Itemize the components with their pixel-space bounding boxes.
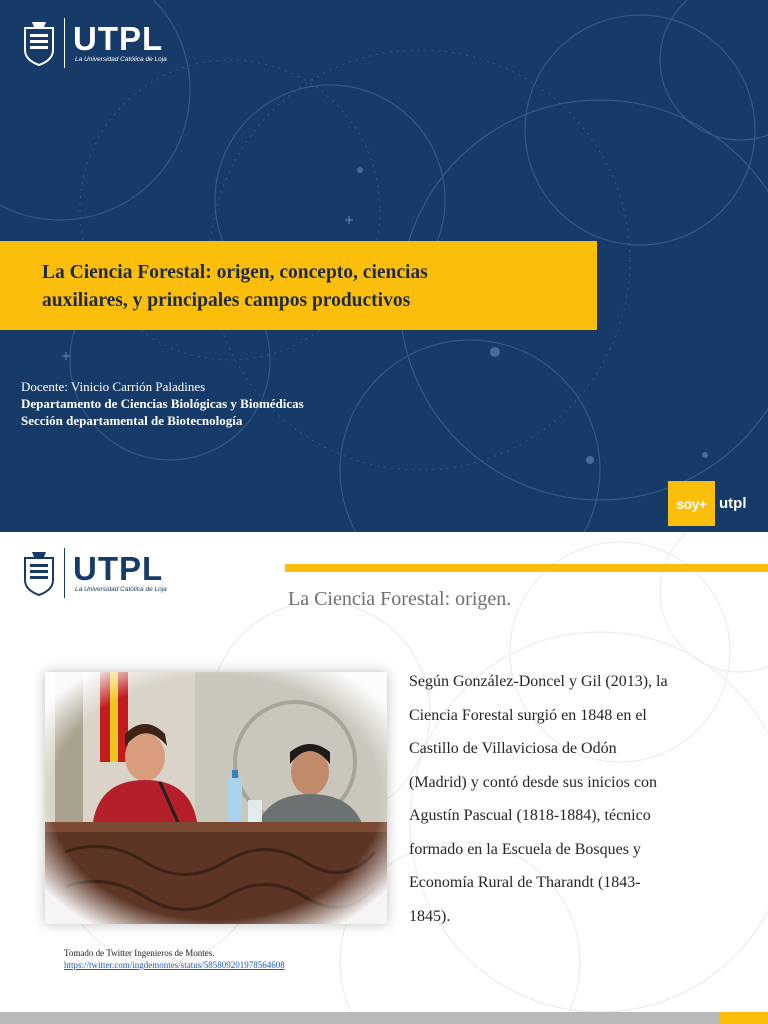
body-line-2: Ciencia Forestal surgió en 1848 en el [409, 706, 647, 724]
soy-utpl-badge [668, 481, 768, 526]
docente-text: Docente: Vinicio Carrión Paladines [21, 379, 206, 394]
logo-wordmark [73, 22, 167, 64]
body-line-6: formado en la Escuela de Bosques y [409, 840, 641, 858]
header-gold-rule [285, 564, 768, 572]
utpl-crest-icon [22, 550, 56, 596]
body-line-8: 1845). [409, 907, 451, 925]
caption-text: Tomado de Twitter Ingenieros de Montes. [64, 948, 215, 958]
body-line-4: (Madrid) y contó desde sus inicios con [409, 773, 657, 791]
title-line-2: auxiliares, y principales campos productivos [42, 290, 411, 311]
body-line-5: Agustín Pascual (1818-1884), técnico [409, 807, 651, 824]
origin-paragraph [409, 665, 729, 933]
content-slide [0, 532, 768, 1024]
footer-bar-grey [0, 1012, 720, 1024]
utpl-crest-icon [22, 20, 56, 66]
slide-title: La Ciencia Forestal: origen. [288, 588, 512, 610]
body-line-3: Castillo de Villaviciosa de Odón [409, 740, 617, 757]
title-banner [0, 241, 597, 330]
logo-text: UTPL [73, 20, 164, 57]
logo-separator [64, 548, 65, 598]
logo-tagline: La Universidad Católica de Loja [75, 56, 167, 63]
title-line-1: La Ciencia Forestal: origen, concepto, ciencias [42, 262, 428, 283]
utpl-logo [22, 18, 167, 68]
departamento-text: Departamento de Ciencias Biológicas y Biomédicas [21, 396, 304, 411]
seccion-text: Sección departamental de Biotecnología [21, 413, 243, 428]
conference-photo [45, 672, 387, 924]
author-block [21, 378, 304, 429]
utpl-logo [22, 548, 167, 598]
body-line-1: Según González-Doncel y Gil (2013), la [409, 673, 668, 690]
body-line-7: Economía Rural de Tharandt (1843- [409, 874, 641, 891]
logo-tagline: La Universidad Católica de Loja [75, 586, 167, 593]
footer-bar-gold [720, 1012, 768, 1024]
photo-caption [64, 947, 285, 971]
logo-separator [64, 18, 65, 68]
footer-bar [0, 1012, 768, 1024]
presentation-title [42, 259, 587, 315]
badge-soy-text: soy+ [668, 481, 715, 526]
twitter-source-link[interactable]: https://twitter.com/ingdemontes/status/585809201978564608 [64, 960, 285, 970]
logo-text: UTPL [73, 550, 164, 587]
badge-utpl-text: utpl [719, 495, 747, 512]
logo-wordmark [73, 552, 167, 594]
